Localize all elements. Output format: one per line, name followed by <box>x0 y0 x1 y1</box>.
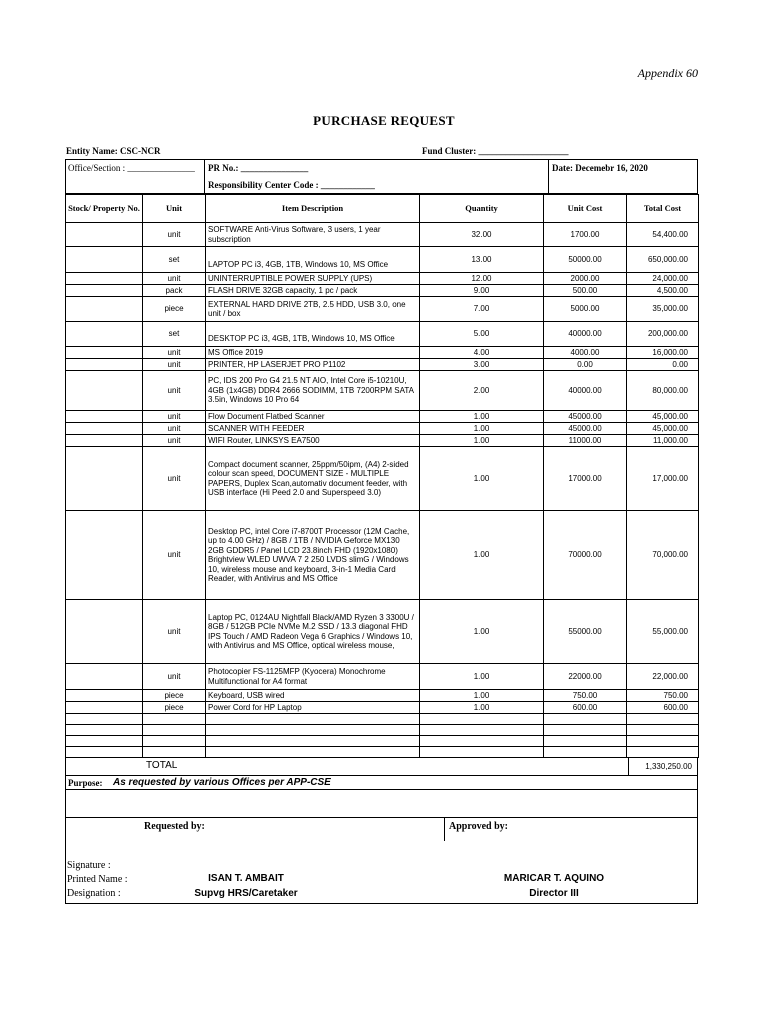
stock-cell <box>66 690 143 702</box>
stock-cell <box>66 297 143 322</box>
description-cell: DESKTOP PC i3, 4GB, 1TB, Windows 10, MS Office <box>206 322 420 347</box>
unit-cost-cell: 4000.00 <box>544 347 627 359</box>
description-cell: SCANNER WITH FEEDER <box>206 423 420 435</box>
total-cost-cell: 55,000.00 <box>627 600 699 664</box>
table-header-row <box>66 195 699 223</box>
quantity-cell: 2.00 <box>420 371 544 411</box>
unit-cell: set <box>143 322 206 347</box>
col-header-unit: Unit <box>143 195 206 223</box>
quantity-cell: 13.00 <box>420 247 544 273</box>
approver-name: MARICAR T. AQUINO <box>503 873 605 884</box>
total-cost-cell: 750.00 <box>627 690 699 702</box>
quantity-cell: 1.00 <box>420 690 544 702</box>
pr-no <box>208 163 308 173</box>
stock-cell <box>66 435 143 447</box>
quantity-cell: 1.00 <box>420 423 544 435</box>
office-section <box>68 163 195 173</box>
requested-by-label: Requested by: <box>144 821 205 832</box>
description-cell: MS Office 2019 <box>206 347 420 359</box>
purpose-value: As requested by various Offices per APP-CSE <box>113 777 331 788</box>
total-row <box>65 758 698 776</box>
description-cell: SOFTWARE Anti-Virus Software, 3 users, 1 year subscription <box>206 223 420 247</box>
description-cell: PRINTER, HP LASERJET PRO P1102 <box>206 359 420 371</box>
unit-cost-cell: 2000.00 <box>544 273 627 285</box>
unit-cell: unit <box>143 371 206 411</box>
stock-cell <box>66 702 143 714</box>
col-header-stock: Stock/ Property No. <box>66 195 143 223</box>
quantity-cell: 1.00 <box>420 702 544 714</box>
quantity-cell: 12.00 <box>420 273 544 285</box>
unit-cell: unit <box>143 223 206 247</box>
stock-cell <box>66 247 143 273</box>
unit-cell: unit <box>143 359 206 371</box>
stock-cell <box>66 423 143 435</box>
description-cell: EXTERNAL HARD DRIVE 2TB, 2.5 HDD, USB 3.0, one unit / box <box>206 297 420 322</box>
empty-row <box>66 736 699 747</box>
stock-cell <box>66 600 143 664</box>
total-cost-cell: 45,000.00 <box>627 423 699 435</box>
rcc-label: Responsibility Center Code : <box>208 180 319 190</box>
unit-cost-cell: 70000.00 <box>544 511 627 600</box>
quantity-cell: 1.00 <box>420 411 544 423</box>
unit-cell: piece <box>143 690 206 702</box>
total-cost-cell: 54,400.00 <box>627 223 699 247</box>
stock-cell <box>66 371 143 411</box>
description-cell: Flow Document Flatbed Scanner <box>206 411 420 423</box>
table-row <box>66 347 699 359</box>
col-header-total-cost: Total Cost <box>627 195 699 223</box>
description-cell: Compact document scanner, 25ppm/50ipm, (A4) 2-sided colour scan speed, DOCUMENT SIZE - MULTIPLE PAPERS, Duplex Scan,automativ document feeder, with USB interface (Hi Peed 2.0 and Superspeed 3.0) <box>206 447 420 511</box>
unit-cell: unit <box>143 664 206 690</box>
description-cell: FLASH DRIVE 32GB capacity, 1 pc / pack <box>206 285 420 297</box>
description-cell: PC, IDS 200 Pro G4 21.5 NT AIO, Intel Core i5-10210U, 4GB (1x4GB) DDR4 2666 SODIMM, 1TB 7200RPM SATA 3.5in, Windows 10 Pro 64 <box>206 371 420 411</box>
unit-cost-cell: 40000.00 <box>544 322 627 347</box>
empty-row <box>66 747 699 758</box>
total-value: 1,330,250.00 <box>645 762 692 771</box>
fund-cluster <box>422 146 569 156</box>
description-cell: Laptop PC, 0124AU Nightfall Black/AMD Ryzen 3 3300U / 8GB / 512GB PCIe NVMe M.2 SSD / 13.3 diagonal FHD IPS Touch / AMD Radeon Vega 6 Graphics / Windows 10, with Antivirus and MS Office, optical wireless mouse, <box>206 600 420 664</box>
total-cost-cell: 0.00 <box>627 359 699 371</box>
description-cell: UNINTERRUPTIBLE POWER SUPPLY (UPS) <box>206 273 420 285</box>
entity-name-value: CSC-NCR <box>120 146 161 156</box>
rcc-value: ____________ <box>320 180 375 190</box>
designation-label: Designation : <box>67 888 121 899</box>
items-table <box>65 194 699 758</box>
printed-name-label: Printed Name : <box>67 874 128 885</box>
table-row <box>66 435 699 447</box>
signature-label: Signature : <box>67 860 111 871</box>
col-header-description: Item Description <box>206 195 420 223</box>
unit-cost-cell: 45000.00 <box>544 411 627 423</box>
description-cell: Desktop PC, intel Core i7-8700T Processor (12M Cache, up to 4.00 GHz) / 8GB / 1TB / NVIDIA Geforce MX130 2GB GDDR5 / Panel LCD 23.8inch FHD (1920x1080) Brightview WLED UWVA 7 2 250 LVDS slimG / Windows 10, wireless mouse and keyboard, 3-in-1 Media Card Reader, with Antivirus and MS Office <box>206 511 420 600</box>
quantity-cell: 4.00 <box>420 347 544 359</box>
total-cost-cell: 650,000.00 <box>627 247 699 273</box>
empty-row <box>66 725 699 736</box>
description-cell: Power Cord for HP Laptop <box>206 702 420 714</box>
quantity-cell: 1.00 <box>420 447 544 511</box>
description-cell: WIFI Router, LINKSYS EA7500 <box>206 435 420 447</box>
table-row <box>66 273 699 285</box>
stock-cell <box>66 411 143 423</box>
unit-cost-cell: 0.00 <box>544 359 627 371</box>
unit-cell: unit <box>143 347 206 359</box>
col-header-unit-cost: Unit Cost <box>544 195 627 223</box>
office-section-label: Office/Section : <box>68 163 126 173</box>
total-cost-cell: 80,000.00 <box>627 371 699 411</box>
fund-cluster-value: ____________________ <box>478 146 569 156</box>
quantity-cell: 1.00 <box>420 664 544 690</box>
page-title: PURCHASE REQUEST <box>313 113 455 128</box>
stock-cell <box>66 322 143 347</box>
col-header-quantity: Quantity <box>420 195 544 223</box>
table-row <box>66 359 699 371</box>
unit-cost-cell: 45000.00 <box>544 423 627 435</box>
header-block <box>65 159 698 194</box>
stock-cell <box>66 273 143 285</box>
empty-row <box>66 714 699 725</box>
total-cost-cell: 45,000.00 <box>627 411 699 423</box>
table-row <box>66 702 699 714</box>
unit-cost-cell: 50000.00 <box>544 247 627 273</box>
stock-cell <box>66 223 143 247</box>
table-row <box>66 664 699 690</box>
table-row <box>66 285 699 297</box>
requester-name: ISAN T. AMBAIT <box>208 873 284 884</box>
table-row <box>66 223 699 247</box>
quantity-cell: 1.00 <box>420 600 544 664</box>
unit-cost-cell: 17000.00 <box>544 447 627 511</box>
date <box>552 163 648 173</box>
table-row <box>66 322 699 347</box>
quantity-cell: 32.00 <box>420 223 544 247</box>
unit-cost-cell: 55000.00 <box>544 600 627 664</box>
office-section-value: _______________ <box>127 163 195 173</box>
stock-cell <box>66 347 143 359</box>
table-row <box>66 511 699 600</box>
purpose-block <box>65 776 698 818</box>
approver-designation: Director III <box>529 888 579 899</box>
stock-cell <box>66 511 143 600</box>
quantity-cell: 7.00 <box>420 297 544 322</box>
table-row <box>66 297 699 322</box>
unit-cell: unit <box>143 447 206 511</box>
total-cost-cell: 600.00 <box>627 702 699 714</box>
total-cost-cell: 200,000.00 <box>627 322 699 347</box>
appendix-label: Appendix 60 <box>637 66 698 80</box>
table-row <box>66 690 699 702</box>
total-cost-cell: 35,000.00 <box>627 297 699 322</box>
unit-cost-cell: 5000.00 <box>544 297 627 322</box>
unit-cost-cell: 40000.00 <box>544 371 627 411</box>
total-cost-cell: 16,000.00 <box>627 347 699 359</box>
unit-cost-cell: 750.00 <box>544 690 627 702</box>
total-cost-cell: 11,000.00 <box>627 435 699 447</box>
total-cost-cell: 17,000.00 <box>627 447 699 511</box>
unit-cost-cell: 1700.00 <box>544 223 627 247</box>
fund-cluster-label: Fund Cluster: <box>422 146 477 156</box>
pr-no-label: PR No.: <box>208 163 239 173</box>
quantity-cell: 5.00 <box>420 322 544 347</box>
requester-designation: Supvg HRS/Caretaker <box>194 888 298 899</box>
unit-cell: unit <box>143 435 206 447</box>
unit-cell: pack <box>143 285 206 297</box>
unit-cost-cell: 22000.00 <box>544 664 627 690</box>
quantity-cell: 9.00 <box>420 285 544 297</box>
signature-block <box>65 818 698 904</box>
unit-cost-cell: 500.00 <box>544 285 627 297</box>
unit-cell: unit <box>143 511 206 600</box>
unit-cell: piece <box>143 702 206 714</box>
total-cost-cell: 4,500.00 <box>627 285 699 297</box>
description-cell: LAPTOP PC i3, 4GB, 1TB, Windows 10, MS Office <box>206 247 420 273</box>
approved-by-label: Approved by: <box>449 821 508 832</box>
description-cell: Keyboard, USB wired <box>206 690 420 702</box>
table-row <box>66 247 699 273</box>
quantity-cell: 1.00 <box>420 435 544 447</box>
stock-cell <box>66 447 143 511</box>
unit-cell: unit <box>143 600 206 664</box>
stock-cell <box>66 359 143 371</box>
table-row <box>66 371 699 411</box>
table-row <box>66 447 699 511</box>
total-cost-cell: 24,000.00 <box>627 273 699 285</box>
table-row <box>66 423 699 435</box>
unit-cell: set <box>143 247 206 273</box>
entity-name <box>66 146 161 156</box>
total-cost-cell: 22,000.00 <box>627 664 699 690</box>
quantity-cell: 3.00 <box>420 359 544 371</box>
responsibility-center-code <box>208 180 375 190</box>
date-value: Decemebr 16, 2020 <box>575 163 648 173</box>
total-cost-cell: 70,000.00 <box>627 511 699 600</box>
stock-cell <box>66 285 143 297</box>
pr-no-value: _______________ <box>240 163 309 173</box>
unit-cell: piece <box>143 297 206 322</box>
date-label: Date: <box>552 163 573 173</box>
table-row <box>66 600 699 664</box>
unit-cell: unit <box>143 273 206 285</box>
quantity-cell: 1.00 <box>420 511 544 600</box>
unit-cost-cell: 11000.00 <box>544 435 627 447</box>
purpose-label: Purpose: <box>68 778 103 788</box>
unit-cell: unit <box>143 423 206 435</box>
stock-cell <box>66 664 143 690</box>
total-label: TOTAL <box>146 760 178 771</box>
table-row <box>66 411 699 423</box>
unit-cost-cell: 600.00 <box>544 702 627 714</box>
description-cell: Photocopier FS-1125MFP (Kyocera) Monochrome Multifunctional for A4 format <box>206 664 420 690</box>
unit-cell: unit <box>143 411 206 423</box>
entity-name-label: Entity Name: <box>66 146 118 156</box>
